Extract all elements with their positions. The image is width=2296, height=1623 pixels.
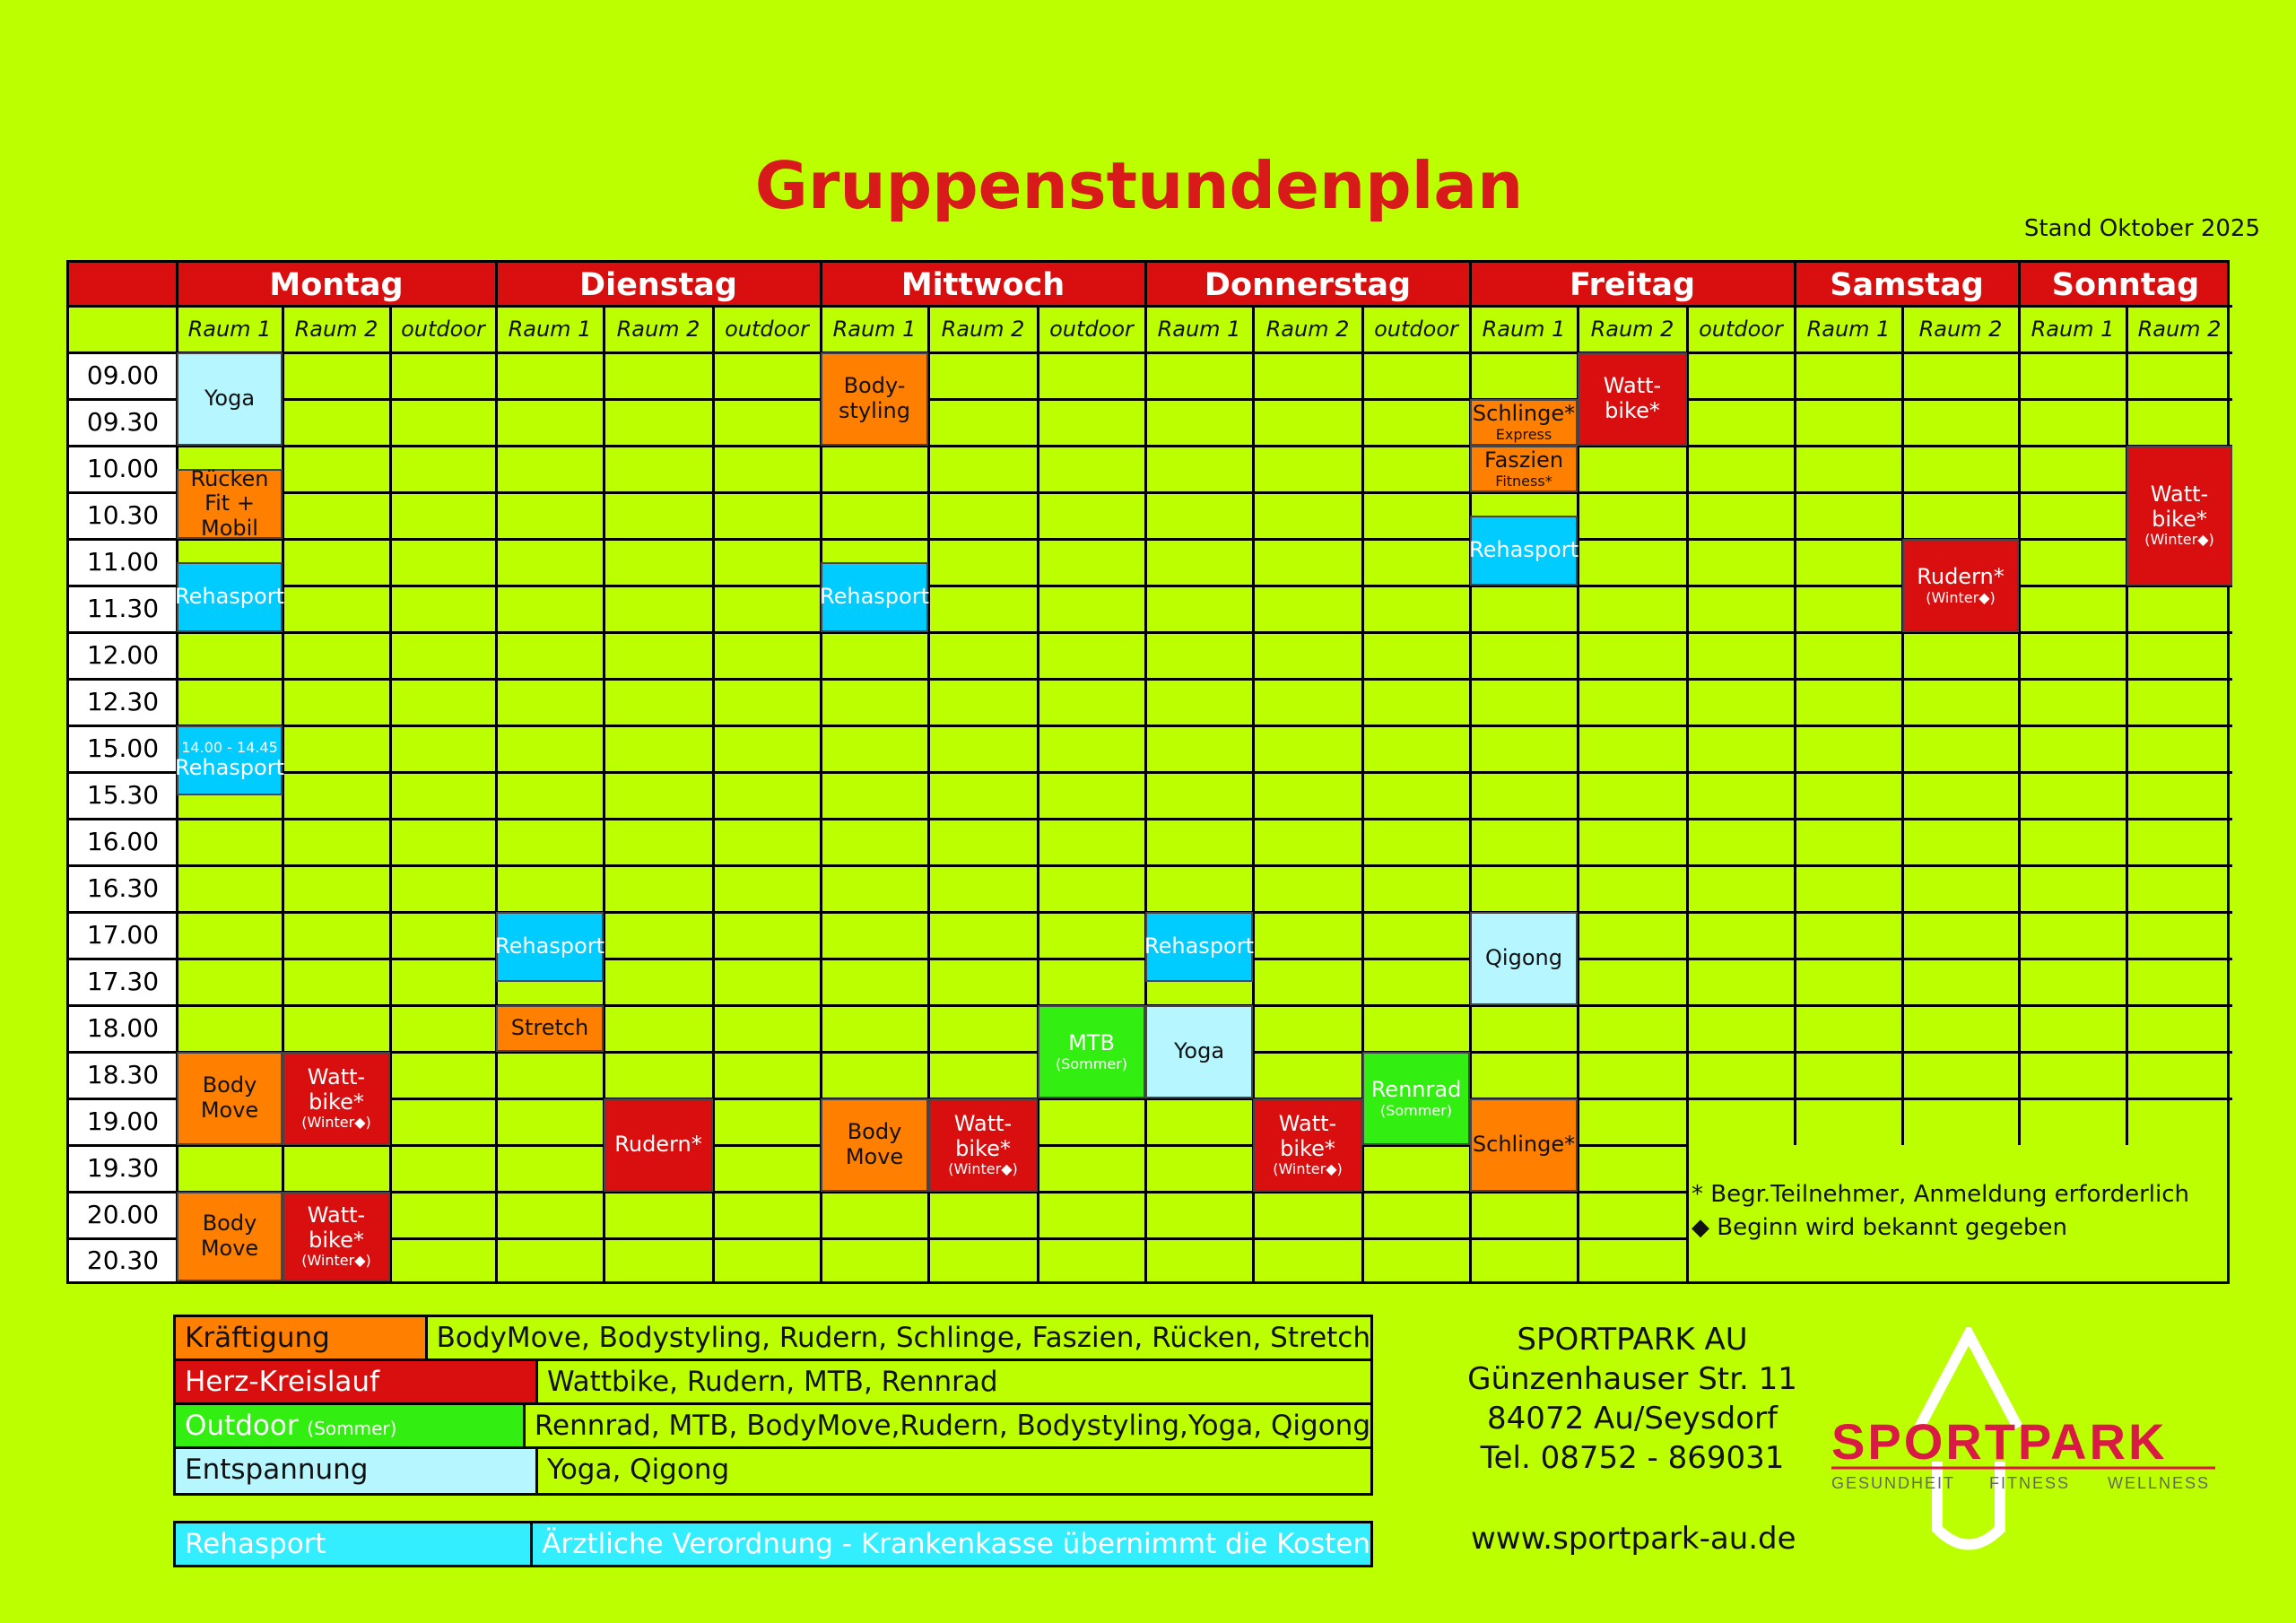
class-block-bodymove [177,1052,283,1145]
stand-date: Stand Oktober 2025 [2023,215,2260,242]
class-line-3: (Winter◆) [2144,531,2214,549]
time-label: 16.00 [86,827,160,856]
legend-category-label: Outdoor [185,1410,299,1442]
grid-line [69,398,2232,401]
footnotes [1692,1178,2189,1245]
grid-line [2126,306,2128,1145]
room-header: Raum 2 [1265,317,1350,342]
class-line-1: Rudern* [614,1132,702,1158]
grid-line [69,725,2232,727]
class-line-1: Watt- [307,1064,366,1090]
class-line-1: Body [202,1072,257,1098]
legend-category-sub: (Sommer) [307,1418,397,1439]
class-block-yoga [1145,1005,1253,1098]
address-block [1453,1320,1812,1478]
room-header: outdoor [1374,317,1458,342]
legend-category: Herz-Kreislauf [176,1361,538,1402]
day-header-donnerstag: Donnerstag [1204,267,1412,303]
grid-line [1901,306,1904,1145]
class-line-2: (Sommer) [1379,1101,1453,1119]
sportpark-logo [1821,1327,2224,1560]
class-block-rehasport [177,562,283,632]
legend-category: Entspannung [176,1449,538,1493]
class-line-2: Express [1495,425,1552,443]
time-label: 12.30 [86,687,160,716]
grid-line [1686,306,1689,1281]
class-line-1: MTB [1068,1030,1115,1055]
time-label: 17.00 [86,920,160,950]
class-line-2: Move [200,1098,259,1123]
class-block-wattbike [1253,1098,1362,1192]
legend-row-outdoor [176,1405,1370,1449]
room-header: Raum 2 [1918,317,2003,342]
class-line-2: Rehasport [175,755,284,781]
class-line-2: bike* [2152,506,2207,532]
class-line-1: Body [847,1119,902,1145]
company-name: SPORTPARK AU [1517,1322,1748,1358]
class-line-2: (Sommer) [1055,1055,1128,1072]
class-line-3: (Winter◆) [1273,1160,1343,1178]
phone: Tel. 08752 - 869031 [1480,1440,1785,1476]
class-block-faszien [1470,446,1578,492]
class-line-2: Move [845,1144,904,1169]
class-line-1: Yoga [1173,1038,1225,1064]
room-header: outdoor [401,317,485,342]
room-header: Raum 2 [941,317,1025,342]
class-line-2: bike* [309,1227,364,1253]
class-line-1: Watt- [953,1111,1013,1137]
class-line-3: (Winter◆) [948,1160,1018,1178]
class-line-1: Watt- [1278,1111,1337,1137]
class-block-ruecken [177,465,283,541]
class-block-rehasport [821,562,928,632]
legend-row-entspannung [176,1449,1370,1493]
logo-tag-wellness: WELLNESS [2108,1474,2211,1492]
class-line-1: Rehasport [820,584,929,610]
class-block-stretch [496,1005,604,1052]
class-block-rennrad [1362,1052,1470,1145]
class-line-1: Faszien [1483,447,1564,473]
grid-line [69,818,2232,820]
legend-category: Kräftigung [176,1317,428,1358]
class-line-1: Watt- [307,1202,366,1228]
legend-row-kraeftigung [176,1317,1370,1361]
room-header: Raum 1 [508,317,592,342]
time-label: 15.00 [86,733,160,763]
grid-line [69,491,2232,494]
category-legend [173,1315,1373,1496]
day-header-montag: Montag [269,267,404,303]
class-block-schlinge-express [1470,399,1578,446]
logo-tag-gesundheit: GESUNDHEIT [1831,1474,1956,1492]
grid-line [69,771,2232,774]
class-block-bodymove [821,1098,928,1192]
day-header-dienstag: Dienstag [579,267,737,303]
class-block-wattbike [283,1052,390,1145]
class-line-1: Rudern* [1917,564,2005,589]
legend-category: Rehasport [176,1523,533,1565]
class-block-wattbike [1578,352,1687,446]
day-header-sonntag: Sonntag [2051,267,2200,303]
class-line-1: Schlinge* [1472,1132,1576,1158]
room-header: outdoor [1049,317,1134,342]
class-line-2: styling [839,398,910,423]
time-label: 20.00 [86,1200,160,1229]
legend-items: Rennrad, MTB, BodyMove,Rudern, Bodystyling,Yoga, Qigong [534,1410,1370,1442]
class-line-1: Watt- [2150,482,2209,508]
legend-row-herz-kreislauf [176,1361,1370,1405]
room-header: Raum 2 [1590,317,1674,342]
legend-items: Ärztliche Verordnung - Krankenkasse übernimmt die Kosten [542,1528,1370,1560]
room-header: Raum 1 [1482,317,1566,342]
class-line-1: Watt- [1603,373,1662,399]
time-label: 16.30 [86,873,160,903]
grid-line [1794,263,1796,1145]
legend-items: Yoga, Qigong [547,1454,730,1486]
time-label: 18.30 [86,1060,160,1089]
class-line-2: bike* [1280,1135,1335,1161]
class-line-2: (Winter◆) [1926,588,1996,606]
class-line-1: Rehasport [1469,537,1578,563]
room-header: Raum 2 [294,317,378,342]
class-block-rehasport [1145,912,1253,982]
time-label: 10.30 [86,500,160,530]
class-line-2: bike* [309,1089,364,1115]
time-label: 11.00 [86,547,160,577]
room-header: Raum 1 [1806,317,1891,342]
class-line-1: Rücken [190,465,269,491]
room-header: Raum 1 [1157,317,1241,342]
class-line-3: (Winter◆) [301,1252,371,1270]
class-line-3: (Winter◆) [301,1114,371,1132]
class-block-mtb [1038,1005,1145,1098]
class-block-wattbike [2126,446,2232,586]
class-line-1: Body [202,1211,257,1237]
class-block-rudern [1902,539,2019,632]
class-block-bodymove [177,1192,283,1281]
legend-items: Wattbike, Rudern, MTB, Rennrad [547,1366,998,1398]
class-block-rehasport [1470,516,1578,586]
city: 84072 Au/Seysdorf [1487,1401,1778,1436]
grid-line [69,678,2232,681]
class-line-1: 14.00 - 14.45 [181,739,278,756]
website-link[interactable]: www.sportpark-au.de [1471,1521,1796,1557]
time-label: 20.30 [86,1245,160,1275]
class-block-wattbike [928,1098,1038,1192]
class-line-1: Rehasport [1144,933,1254,959]
class-block-rehasport-1400 [177,725,283,795]
time-label: 09.00 [86,360,160,390]
day-header-mittwoch: Mittwoch [900,267,1065,303]
time-label: 18.00 [86,1013,160,1043]
grid-line [2018,263,2021,1145]
class-block-yoga [177,352,283,446]
day-header-samstag: Samstag [1830,267,1984,303]
class-line-2: Fit + Mobil [201,490,258,541]
grid-line [1144,263,1147,1281]
footnote-start: ◆ Beginn wird bekannt gegeben [1692,1214,2067,1241]
time-label: 12.00 [86,640,160,670]
time-label: 09.30 [86,407,160,437]
class-line-2: bike* [1605,398,1660,423]
class-line-1: Stretch [510,1015,589,1041]
time-label: 19.30 [86,1153,160,1183]
logo-tag-fitness: FITNESS [1989,1474,2071,1492]
class-line-1: Qigong [1485,945,1562,971]
class-block-wattbike [283,1192,390,1281]
time-label: 19.00 [86,1107,160,1136]
class-line-1: Rennrad [1370,1077,1462,1102]
class-block-rehasport [496,912,604,982]
room-header: outdoor [725,317,809,342]
class-line-1: Rehasport [495,933,604,959]
grid-line [69,352,2232,354]
schedule-grid [66,260,2230,1284]
room-header: Raum 1 [832,317,917,342]
time-label: 15.30 [86,780,160,810]
class-line-1: Yoga [204,386,256,412]
grid-line [69,445,2232,447]
street: Günzenhauser Str. 11 [1467,1361,1797,1397]
grid-line [69,864,2232,867]
legend-rehasport [173,1521,1373,1567]
grid-line [69,305,2232,308]
class-block-schlinge [1470,1098,1578,1192]
time-label: 11.30 [86,594,160,623]
class-line-1: Rehasport [175,584,284,610]
class-line-2: bike* [955,1135,1011,1161]
legend-category [176,1405,526,1446]
class-block-qigong [1470,912,1578,1005]
room-header: outdoor [1699,317,1783,342]
day-header-freitag: Freitag [1569,267,1696,303]
class-line-1: Schlinge* [1472,401,1576,426]
page-title: Gruppenstundenplan [754,148,1524,223]
time-label: 17.30 [86,967,160,996]
logo-brand: SPORTPARK [1831,1413,2168,1470]
class-block-rudern [604,1098,713,1192]
class-line-1: Body- [843,373,906,399]
legend-items: BodyMove, Bodystyling, Rudern, Schlinge, Faszien, Rücken, Stretch [436,1322,1370,1354]
room-header: Raum 2 [2137,317,2222,342]
class-line-2: Fitness* [1495,472,1552,490]
grid-line [495,263,498,1281]
footnote-registration: * Begr.Teilnehmer, Anmeldung erforderlich [1692,1181,2190,1208]
room-header: Raum 2 [616,317,700,342]
room-header: Raum 1 [2031,317,2115,342]
room-header: Raum 1 [187,317,272,342]
time-label: 10.00 [86,454,160,483]
class-line-2: Move [200,1236,259,1261]
logo-graphic [1821,1327,2224,1560]
class-block-bodystyling [821,352,928,446]
